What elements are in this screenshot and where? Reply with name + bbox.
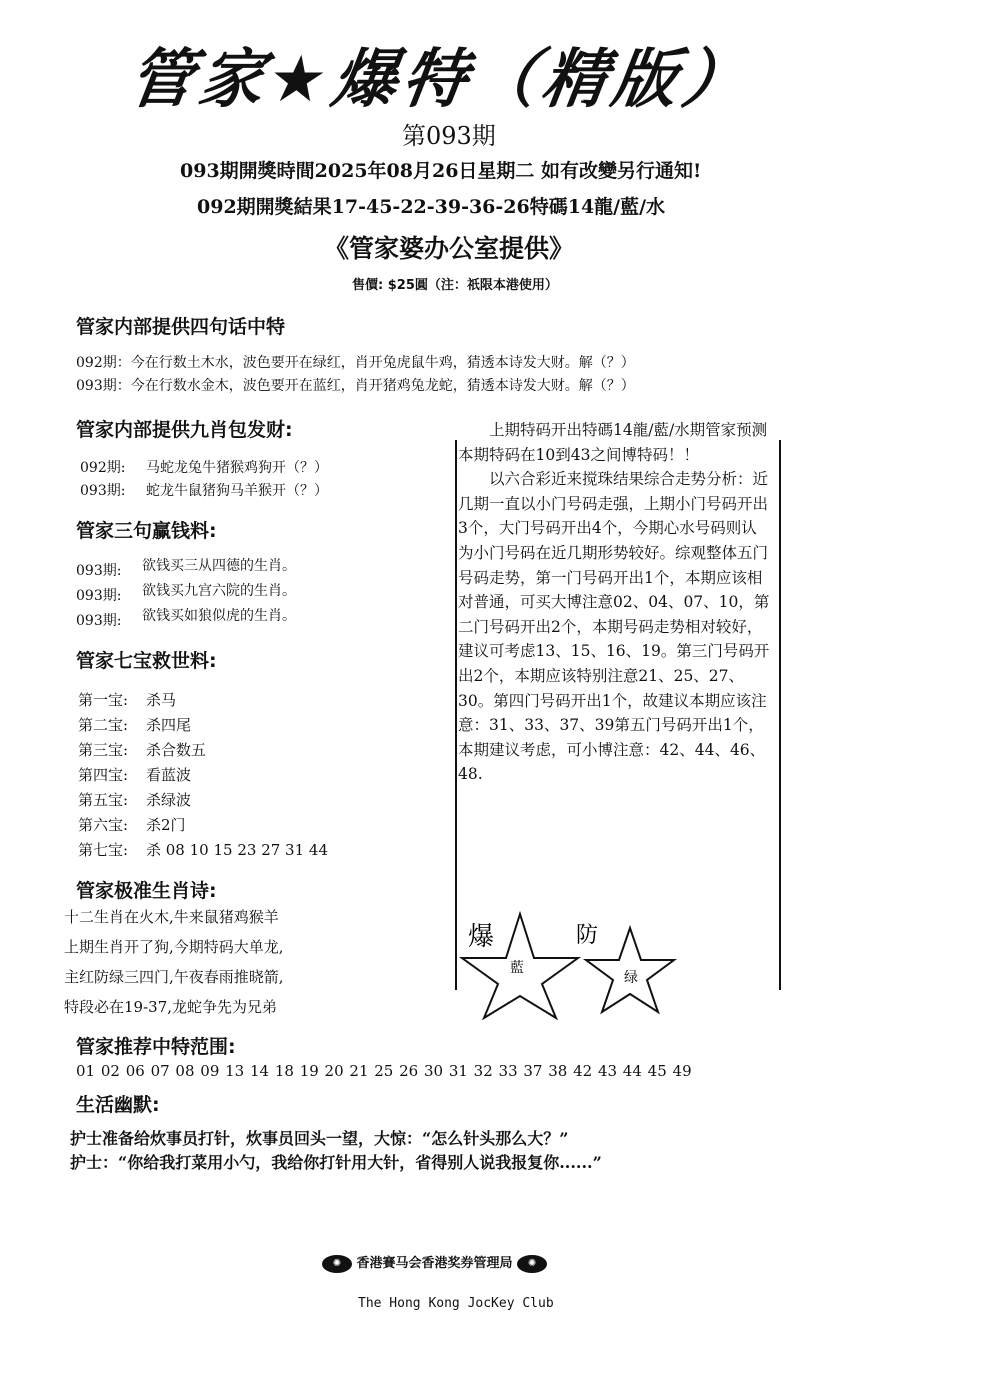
poem-line: 十二生肖在火木,牛来鼠猪鸡猴羊	[64, 908, 279, 926]
treasure-label: 第六宝:	[78, 816, 129, 834]
nine-zodiac-heading: 管家内部提供九肖包发财:	[76, 419, 293, 441]
three-lines-text: 欲钱买如狼似虎的生肖。	[142, 608, 296, 624]
poem-heading: 管家极准生肖诗:	[76, 880, 217, 902]
hkjc-emblem-icon: ✺	[322, 1255, 352, 1273]
three-lines-text: 欲钱买三从四德的生肖。	[142, 558, 296, 574]
treasure-text: 杀2门	[146, 816, 186, 834]
treasure-text: 看蓝波	[146, 766, 192, 784]
bao-value: 藍	[510, 960, 524, 976]
treasure-text: 杀绿波	[146, 791, 192, 809]
four-lines-heading: 管家内部提供四句话中特	[76, 316, 286, 338]
treasure-text: 杀合数五	[146, 741, 207, 759]
page-title: 管家★爆特（精版）	[123, 43, 758, 117]
analysis-text	[458, 418, 770, 787]
analysis-para-2: 以六合彩近来搅珠结果综合走势分析：近几期一直以小门号码走强，上期小门号码开出3个，大门号码开出4个，今期心水号码则认为小门号码在近几期形势较好。综观整体五门号码走势，第一门号码开出1个，本期应该相对普通，可买大博注意02、04、07、10，第二门号码开出2个，本期号码走势相对较好，建议可考虑13、15、16、19。第三门号码开出2个，本期应该特别注意21、25、27、30。第四门号码开出1个，故建议本期应该注意：31、33、37、39第五门号码开出1个，本期建议考虑，可小博注意：42、44、46、48.	[458, 470, 770, 784]
analysis-para-1: 上期特码开出特碼14龍/藍/水期管家预测本期特码在10到43之间博特码！！	[458, 421, 768, 464]
three-lines-issue: 093期:	[76, 613, 122, 629]
fang-label: 防	[576, 923, 599, 948]
three-lines-heading: 管家三句赢钱料:	[76, 520, 217, 542]
stars-svg	[458, 900, 678, 1020]
stars-area	[458, 900, 678, 1024]
treasure-label: 第五宝:	[78, 791, 129, 809]
provider: 《管家婆办公室提供》	[324, 234, 575, 263]
treasure-label: 第一宝:	[78, 691, 129, 709]
treasure-label: 第七宝:	[78, 841, 129, 859]
poem-line: 特段必在19-37,龙蛇争先为兄弟	[64, 998, 278, 1016]
humor-line-2: 护士：“你给我打菜用小勺，我给你打针用大针，省得别人说我报复你......”	[70, 1153, 602, 1172]
treasure-label: 第四宝:	[78, 766, 129, 784]
nine-zodiac-text: 蛇龙牛鼠猪狗马羊猴开（？）	[146, 483, 328, 499]
four-lines-row: 093期：今在行数水金木，波色要开在蓝红，肖开猪鸡兔龙蛇，猜透本诗发大财。解（？）	[76, 378, 635, 394]
three-lines-issue: 093期:	[76, 563, 122, 579]
footer-club: The Hong Kong JocKey Club	[358, 1296, 554, 1311]
treasure-label: 第二宝:	[78, 716, 129, 734]
footer-org-text: 香港賽马会香港奖券管理局	[356, 1256, 513, 1271]
treasure-text: 杀 08 10 15 23 27 31 44	[146, 841, 328, 859]
humor-line-1: 护士准备给炊事员打针，炊事员回头一望，大惊：“怎么针头那么大？”	[70, 1129, 569, 1148]
seven-treasures-heading: 管家七宝救世料:	[76, 650, 217, 672]
treasure-label: 第三宝:	[78, 741, 129, 759]
nine-zodiac-text: 马蛇龙兔牛猪猴鸡狗开（？）	[146, 460, 328, 476]
range-heading: 管家推荐中特范围:	[76, 1036, 236, 1058]
draw-time: 093期開獎時間2025年08月26日星期二 如有改變另行通知!	[180, 160, 702, 182]
nine-zodiac-issue: 093期:	[80, 483, 126, 499]
humor-heading: 生活幽默:	[76, 1094, 160, 1116]
poem-line: 主红防绿三四门,午夜春雨推晓箭,	[64, 968, 284, 986]
footer-org	[322, 1252, 547, 1273]
poem-line: 上期生肖开了狗,今期特码大单龙,	[64, 938, 284, 956]
treasure-text: 杀四尾	[146, 716, 192, 734]
three-lines-issue: 093期:	[76, 588, 122, 604]
four-lines-row: 092期：今在行数土木水，波色要开在绿红，肖开兔虎鼠牛鸡，猜透本诗发大财。解（？）	[76, 355, 635, 371]
three-lines-text: 欲钱买九宫六院的生肖。	[142, 583, 296, 599]
fang-value: 绿	[624, 970, 638, 986]
treasure-text: 杀马	[146, 691, 177, 709]
issue-number: 第093期	[402, 122, 496, 150]
price: 售價: $25圓（注：祇限本港使用）	[352, 278, 558, 293]
bao-label: 爆	[468, 922, 495, 952]
last-result: 092期開獎結果17-45-22-39-36-26特碼14龍/藍/水	[197, 196, 666, 218]
hkjc-emblem-icon: ✺	[517, 1255, 547, 1273]
nine-zodiac-issue: 092期:	[80, 460, 126, 476]
range-numbers: 01 02 06 07 08 09 13 14 18 19 20 21 25 26 30 31 32 33 37 38 42 43 44 45 49	[76, 1062, 692, 1080]
